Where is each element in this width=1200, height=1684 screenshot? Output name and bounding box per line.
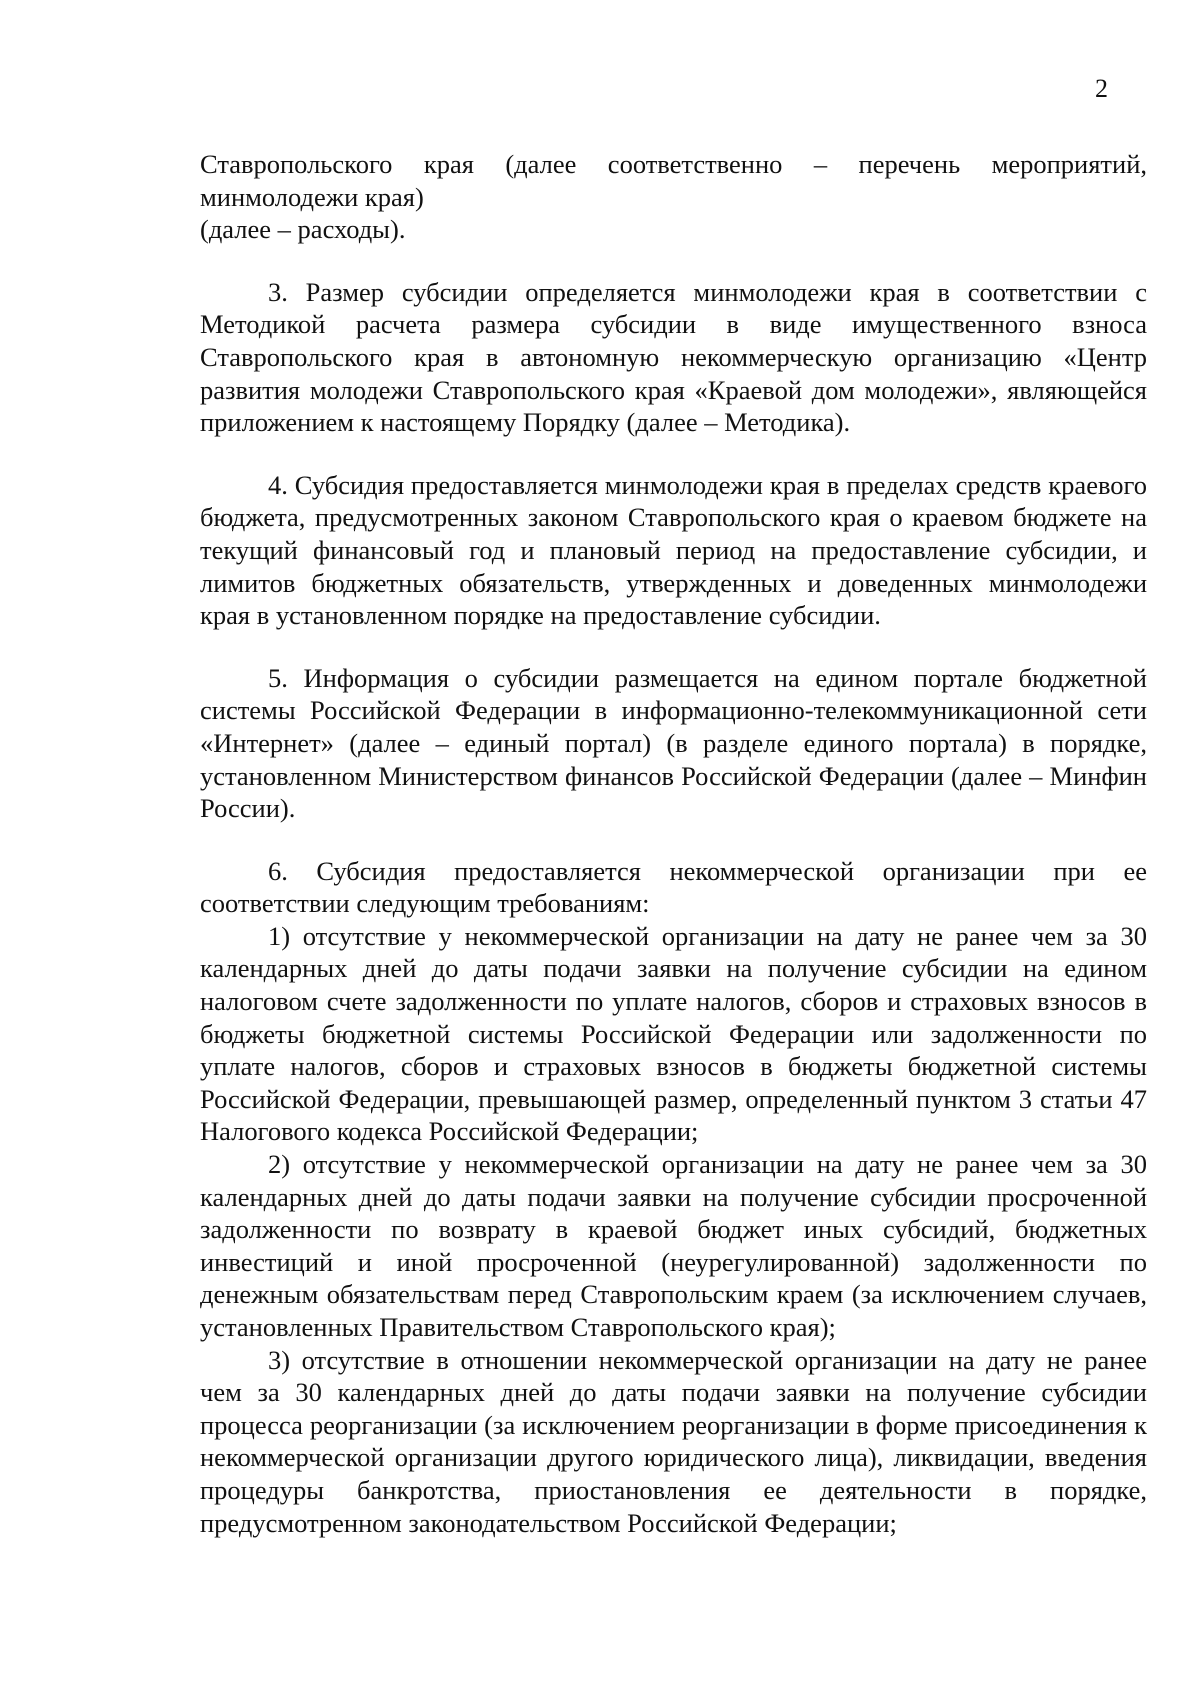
paragraph-5: 5. Информация о субсидии размещается на едином портале бюджетной системы Российской Федерации в информационно-телекоммуникационной сети «Интернет» (далее – единый портал) (в разделе единого портала) в порядке, установленном Министерством финансов Российской Федерации (далее – Минфин России). [200,662,1147,824]
page-number: 2 [1095,74,1108,103]
paragraph-4: 4. Субсидия предоставляется минмолодежи края в пределах средств краевого бюджета, предусмотренных законом Ставропольского края о краевом бюджете на текущий финансовый год и плановый период на предоставление субсидии, и лимитов бюджетных обязательств, утвержденных и доведенных минмолодежи края в установленном порядке на предоставление субсидии. [200,469,1147,631]
paragraph-gap [200,246,1147,276]
paragraph-intro-end: (далее – расходы). [200,214,406,245]
paragraph-intro-continuation: Ставропольского края (далее соответственно – перечень мероприятий, минмолодежи края) [200,149,1147,212]
paragraph-3: 3. Размер субсидии определяется минмолодежи края в соответствии с Методикой расчета размера субсидии в виде имущественного взноса Ставропольского края в автономную некоммерческую организацию «Центр развития молодежи Ставропольского края «Краевой дом молодежи», являющейся приложением к настоящему Порядку (далее – Методика). [200,276,1147,438]
paragraph-6: 6. Субсидия предоставляется некоммерческой организации при ее соответствии следующим требованиям: [200,855,1147,919]
paragraph-gap [200,632,1147,662]
document-body [200,148,1147,1539]
paragraph-6-item-3: 3) отсутствие в отношении некоммерческой организации на дату не ранее чем за 30 календарных дней до даты подачи заявки на получение субсидии процесса реорганизации (за исключением реорганизации в форме присоединения к некоммерческой организации другого юридического лица), ликвидации, введения процедуры банкротства, приостановления ее деятельности в порядке, предусмотренном законодательством Российской Федерации; [200,1344,1147,1538]
paragraph-6-item-1: 1) отсутствие у некоммерческой организации на дату не ранее чем за 30 календарных дней до даты подачи заявки на получение субсидии на едином налоговом счете задолженности по уплате налогов, сборов и страховых взносов в бюджеты бюджетной системы Российской Федерации или задолженности по уплате налогов, сборов и страховых взносов в бюджеты бюджетной системы Российской Федерации, превышающей размер, определенный пунктом 3 статьи 47 Налогового кодекса Российской Федерации; [200,920,1147,1147]
paragraph-6-item-2: 2) отсутствие у некоммерческой организации на дату не ранее чем за 30 календарных дней до даты подачи заявки на получение субсидии просроченной задолженности по возврату в краевой бюджет иных субсидий, бюджетных инвестиций и иной просроченной (неурегулированной) задолженности по денежным обязательствам перед Ставропольским краем (за исключением случаев, установленных Правительством Ставропольского края); [200,1149,1147,1342]
paragraph-gap [200,825,1147,855]
paragraph-gap [200,439,1147,469]
